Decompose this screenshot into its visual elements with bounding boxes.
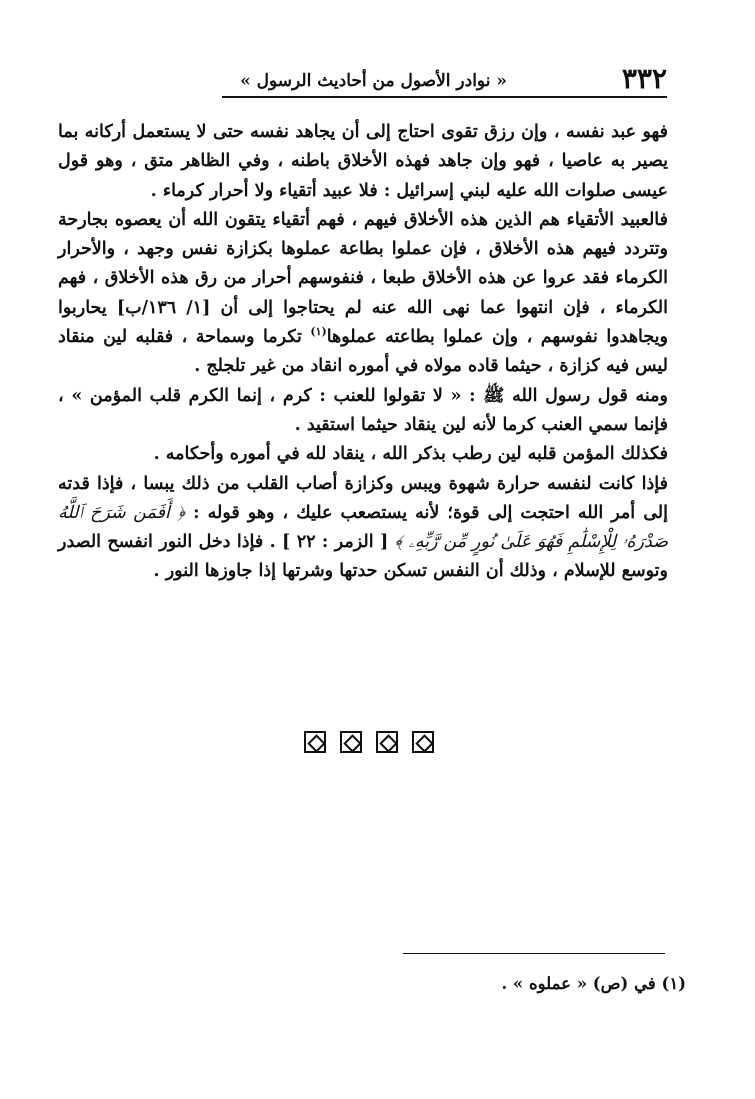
paragraph-text: فالعبيد الأتقياء هم الذين هذه الأخلاق فيهم ، فهم أتقياء يتقون الله أن يعصوه بجارحة وتتردد فيهم هذه الأخلاق ، فإن عملوا بطاعة عملوها بكزازة نفس وجهد ، والأحرار الكرماء فقد عروا عن هذه الأخلاق طبعا ، فنفوسهم أحرار من رق هذه الأخلاق ، فهم الكرماء ، فإن انتهوا عما نهى الله عنه لم يحتاجوا إلى أن [١/ ١٣٦/ب] يحاربوا ويجاهدوا نفوسهم ، وإن عملوا بطاعته عملوها	[58, 209, 668, 348]
paragraph-text: فكذلك المؤمن قلبه لين رطب بذكر الله ، ينقاد لله في أموره وأحكامه .	[153, 444, 668, 465]
footnote-reference: (١)	[310, 325, 327, 339]
paragraph-text: [ الزمر : ٢٢ ] . فإذا دخل النور انفسح الصدر وتوسع للإسلام ، وذلك أن النفس تسكن حدتها وشرتها إذا جاوزها النور .	[58, 532, 668, 582]
square-diamond-ornament-icon	[376, 731, 398, 753]
paragraph	[58, 118, 668, 206]
square-diamond-ornament-icon	[304, 731, 326, 753]
square-diamond-ornament-icon	[340, 731, 362, 753]
quran-verse: ﴿ أَفَمَن شَرَحَ ٱللَّهُ صَدْرَهُۥ لِلْإِسْلَٰمِ فَهُوَ عَلَىٰ نُورٍ مِّن رَّبِّهِۦ ﴾	[58, 502, 668, 553]
paragraph	[58, 470, 668, 587]
paragraph	[58, 382, 668, 441]
paragraph-text: تكرما وسماحة ، فقلبه لين منقاد ليس فيه كزازة ، حيثما قاده مولاه في أموره انقاد من غير تلجلج .	[58, 327, 668, 377]
square-diamond-ornament-icon	[412, 731, 434, 753]
footnote	[300, 972, 686, 996]
paragraph-text: فإذا كانت لنفسه حرارة شهوة ويبس وكزازة أصاب القلب من ذلك يبسا ، فإذا قدته إلى أمر الله احتجت إلى قوة؛ لأنه يستصعب عليك ، وهو قوله :	[58, 473, 668, 523]
paragraph	[58, 440, 668, 469]
paragraph	[58, 206, 668, 382]
running-header	[222, 64, 667, 98]
section-end-ornaments	[304, 731, 434, 757]
body-text	[58, 118, 668, 587]
footnote-number: (١)	[661, 974, 686, 993]
running-title: « نوادر الأصول من أحاديث الرسول »	[240, 71, 507, 91]
page-number: ٣٣٢	[621, 62, 667, 95]
paragraph-text: فهو عبد نفسه ، وإن رزق تقوى احتاج إلى أن يجاهد نفسه حتى لا يستعمل أركانه بما يصير به عاصيا ، فهو وإن جاهد فهذه الأخلاق باطنه ، وفي الظاهر متق ، وهو قول عيسى صلوات الله عليه لبني إسرائيل : فلا عبيد أتقياء ولا أحرار كرماء .	[58, 122, 668, 201]
footnote-text: في (ص) « عملوه » .	[501, 974, 656, 993]
footnote-divider	[403, 953, 665, 954]
paragraph-text: ومنه قول رسول الله ﷺ : « لا تقولوا للعنب : كرم ، إنما الكرم قلب المؤمن » ، فإنما سمي العنب كرما لأنه لين ينقاد حيثما استقيد .	[58, 385, 668, 435]
